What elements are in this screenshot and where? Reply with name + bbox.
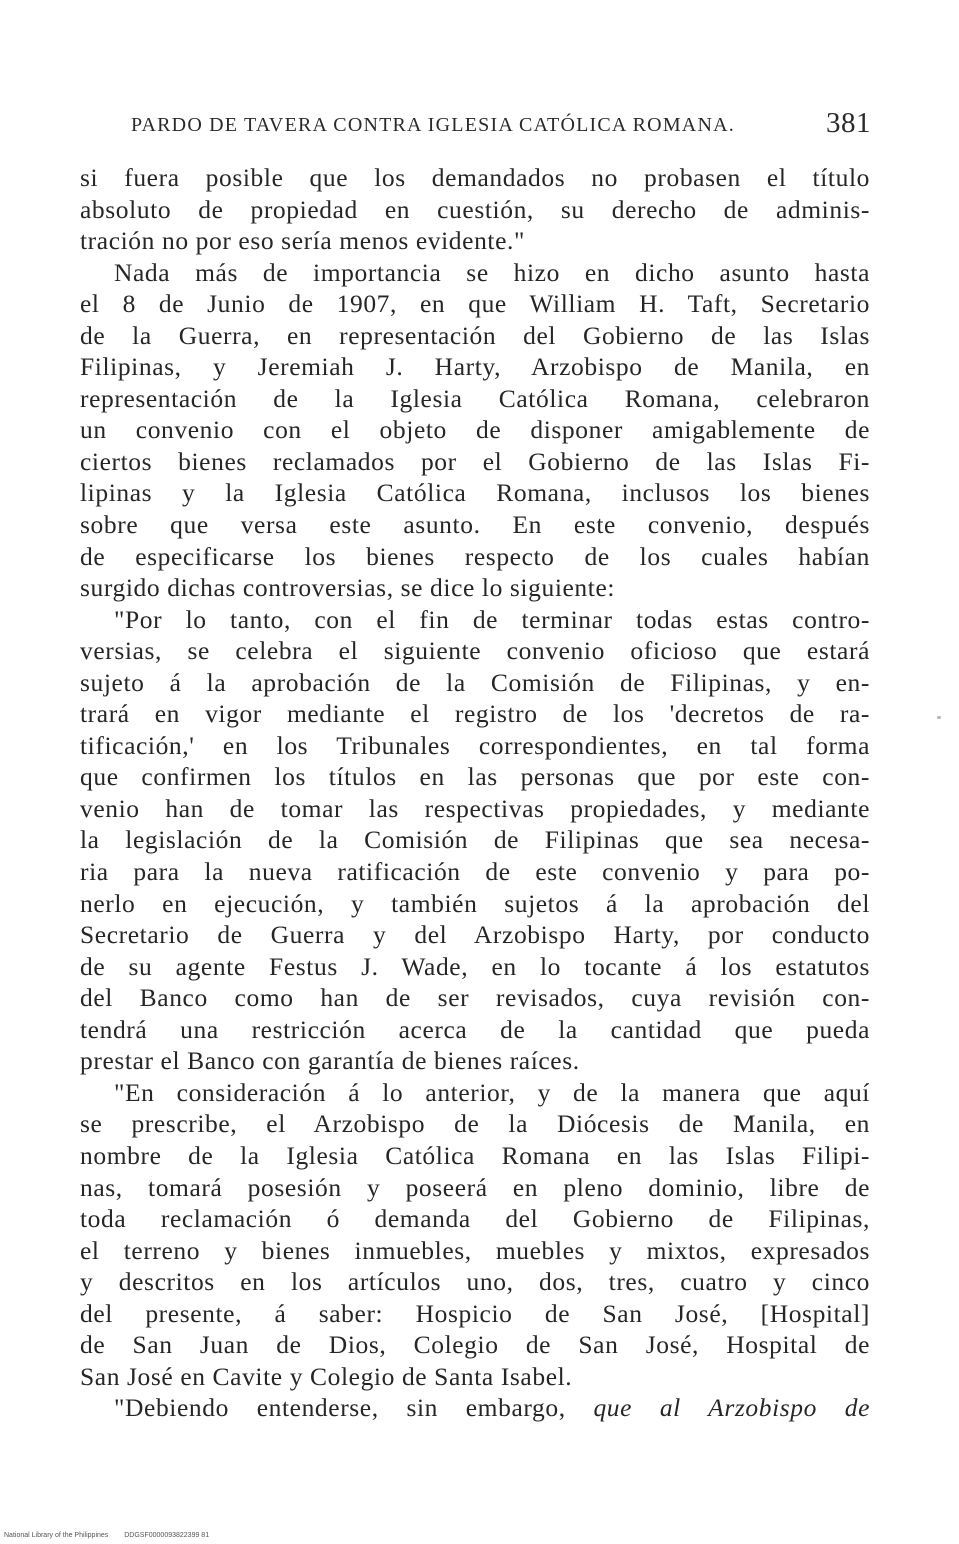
text-line: toda reclamación ó demanda del Gobierno de Filipinas, [80, 1204, 870, 1234]
text-line: tificación,' en los Tribunales correspondientes, en tal forma [80, 730, 870, 760]
text-line: versias, se celebra el siguiente convenio oficioso que estará [80, 636, 870, 666]
text-line: Nada más de importancia se hizo en dicho asunto hasta [114, 257, 870, 287]
text-line: surgido dichas controversias, se dice lo siguiente: [80, 573, 616, 603]
text-line: Secretario de Guerra y del Arzobispo Harty, por conducto [80, 920, 870, 950]
text-line: tración no por eso sería menos evidente." [80, 226, 526, 256]
text-line: "En consideración á lo anterior, y de la manera que aquí [114, 1077, 870, 1107]
text-line-final [80, 1392, 870, 1424]
text-line: Filipinas, y Jeremiah J. Harty, Arzobispo de Manila, en [80, 352, 870, 382]
text-line: representación de la Iglesia Católica Romana, celebraron [80, 383, 870, 413]
text-line: prestar el Banco con garantía de bienes raíces. [80, 1046, 580, 1076]
running-head [131, 105, 871, 141]
text-line: de San Juan de Dios, Colegio de San José, Hospital de [80, 1330, 870, 1360]
text-line: nerlo en ejecución, y también sujetos á la aprobación del [80, 888, 870, 918]
footer-library: National Library of the Philippines [4, 1532, 109, 1539]
text-line: de especificarse los bienes respecto de los cuales habían [80, 541, 870, 571]
text-line: sobre que versa este asunto. En este convenio, después [80, 510, 870, 540]
running-head-title: PARDO DE TAVERA CONTRA IGLESIA CATÓLICA ROMANA. [131, 114, 735, 136]
text-line: un convenio con el objeto de disponer amigablemente de [80, 415, 870, 445]
text-line: nombre de la Iglesia Católica Romana en las Islas Filipi- [80, 1140, 870, 1170]
text-line: el terreno y bienes inmuebles, muebles y mixtos, expresados [80, 1235, 870, 1265]
text-line: del presente, á saber: Hospicio de San José, [Hospital] [80, 1298, 870, 1328]
text-line: ria para la nueva ratificación de este convenio y para po- [80, 857, 870, 887]
text-line: ciertos bienes reclamados por el Gobierno de las Islas Fi- [80, 446, 870, 476]
text-line: de la Guerra, en representación del Gobierno de las Islas [80, 320, 870, 350]
page-number: 381 [826, 107, 871, 139]
text-line: de su agente Festus J. Wade, en lo tocante á los estatutos [80, 951, 870, 981]
text-line: "Por lo tanto, con el fin de terminar todas estas contro- [114, 604, 870, 634]
text-line: nas, tomará posesión y poseerá en pleno dominio, libre de [80, 1172, 870, 1202]
text-line: absoluto de propiedad en cuestión, su derecho de adminis- [80, 194, 870, 224]
scan-speck [937, 716, 941, 719]
text-line: la legislación de la Comisión de Filipinas que sea necesa- [80, 825, 870, 855]
text-line: que confirmen los títulos en las personas que por este con- [80, 762, 870, 792]
text-line: sujeto á la aprobación de la Comisión de Filipinas, y en- [80, 667, 870, 697]
body-text [80, 162, 870, 1424]
footer-code: DDGSF0000093822399 81 [124, 1532, 210, 1539]
text-line: si fuera posible que los demandados no probasen el título [80, 163, 870, 192]
text-line: lipinas y la Iglesia Católica Romana, inclusos los bienes [80, 478, 870, 508]
text-line: del Banco como han de ser revisados, cuya revisión con- [80, 983, 870, 1013]
text-line: venio han de tomar las respectivas propiedades, y mediante [80, 793, 870, 823]
final-line-italic: que al Arzobispo de [593, 1393, 871, 1423]
scan-footer [4, 1532, 223, 1539]
text-line: tendrá una restricción acerca de la cantidad que pueda [80, 1014, 870, 1044]
text-line: San José en Cavite y Colegio de Santa Isabel. [80, 1361, 573, 1391]
text-line: trará en vigor mediante el registro de los 'decretos de ra- [80, 699, 870, 729]
text-line: y descritos en los artículos uno, dos, tres, cuatro y cinco [80, 1267, 870, 1297]
text-line: se prescribe, el Arzobispo de la Diócesis de Manila, en [80, 1109, 870, 1139]
final-line-roman: "Debiendo entenderse, sin embargo, [114, 1393, 594, 1423]
text-line: el 8 de Junio de 1907, en que William H. Taft, Secretario [80, 289, 870, 319]
